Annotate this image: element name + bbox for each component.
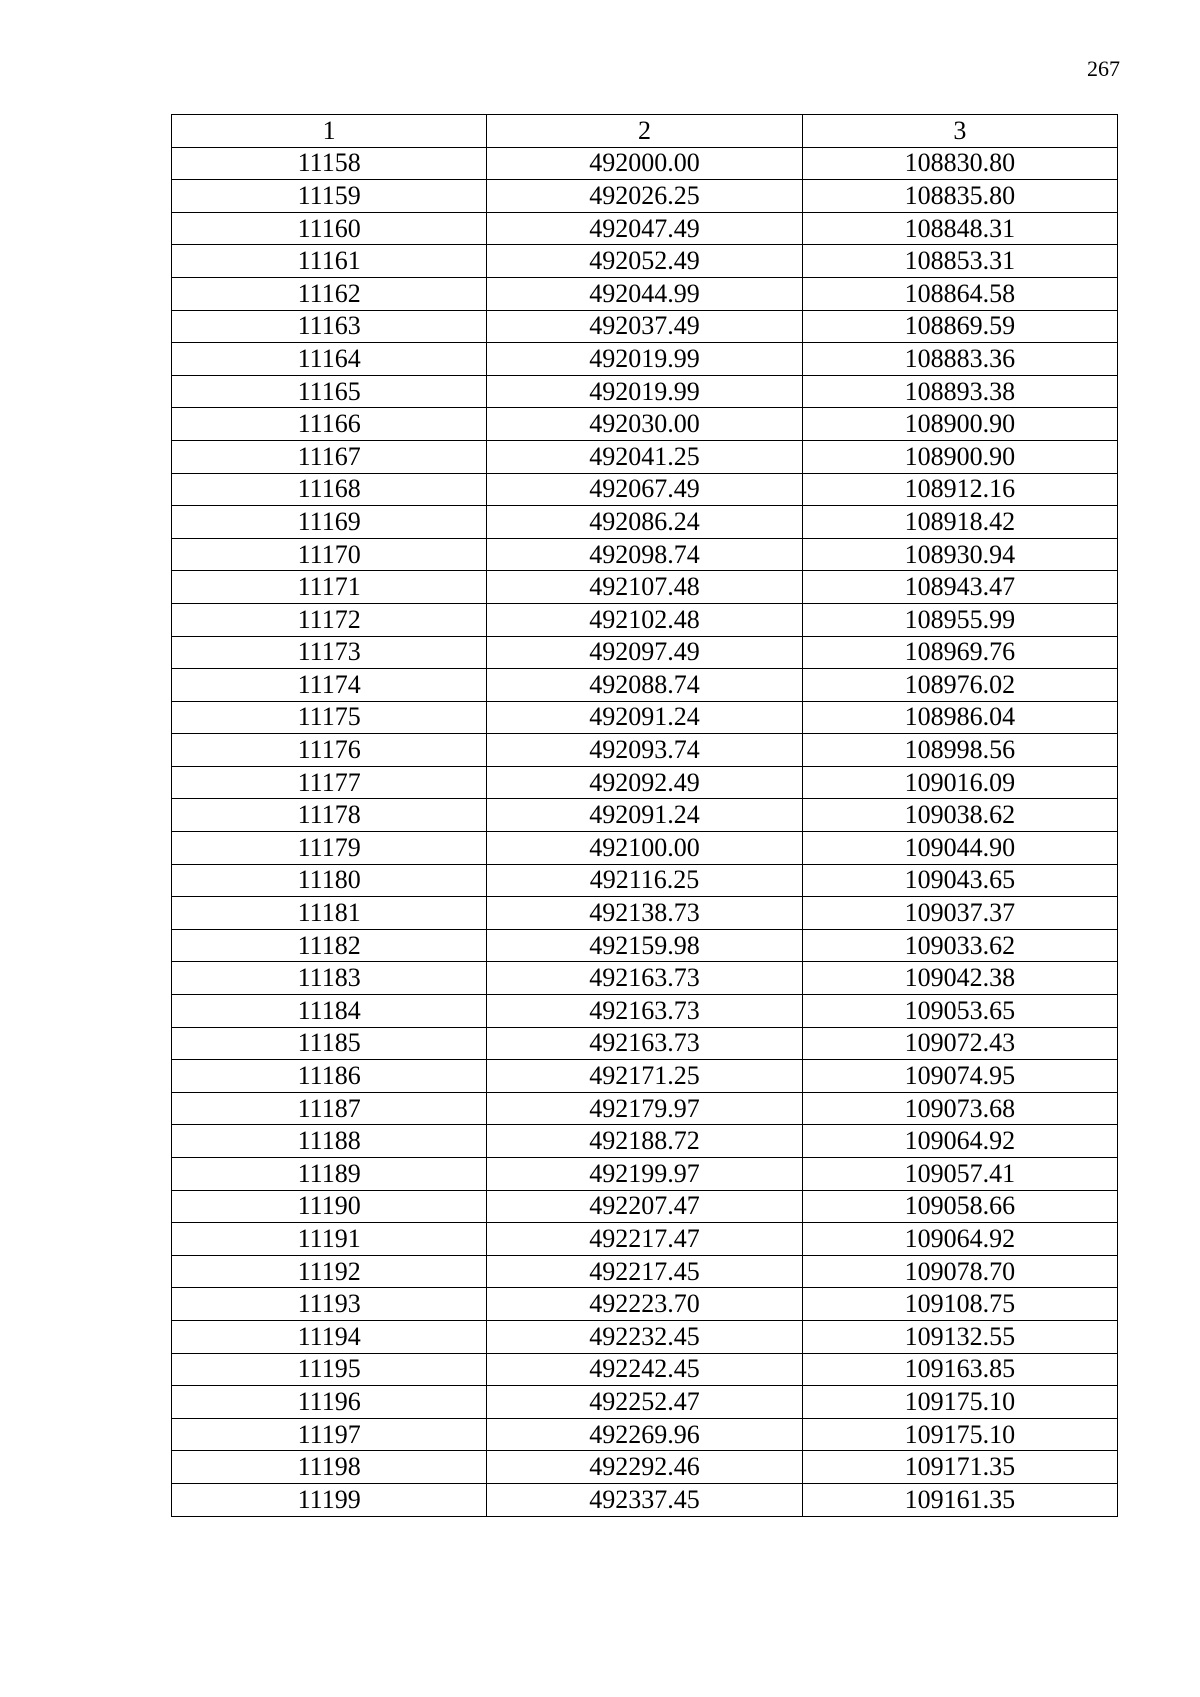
coordinate-y-cell: 109175.10: [802, 1386, 1117, 1419]
table-row: [172, 929, 1118, 962]
coordinate-y-cell: 109171.35: [802, 1451, 1117, 1484]
table-row: [172, 603, 1118, 636]
point-number-cell: 11182: [172, 929, 487, 962]
table-row: [172, 147, 1118, 180]
coordinate-x-cell: 492088.74: [487, 669, 802, 702]
coordinate-x-cell: 492030.00: [487, 408, 802, 441]
point-number-cell: 11183: [172, 962, 487, 995]
table-row: [172, 669, 1118, 702]
coordinate-x-cell: 492116.25: [487, 864, 802, 897]
coordinate-y-cell: 109064.92: [802, 1125, 1117, 1158]
coordinate-x-cell: 492337.45: [487, 1483, 802, 1516]
point-number-cell: 11198: [172, 1451, 487, 1484]
coordinate-x-cell: 492100.00: [487, 832, 802, 865]
coordinate-y-cell: 109053.65: [802, 995, 1117, 1028]
coordinate-x-cell: 492091.24: [487, 701, 802, 734]
coordinate-x-cell: 492163.73: [487, 995, 802, 1028]
coordinate-x-cell: 492019.99: [487, 375, 802, 408]
coordinate-x-cell: 492163.73: [487, 1027, 802, 1060]
table-row: [172, 1320, 1118, 1353]
table-row: [172, 571, 1118, 604]
coordinate-x-cell: 492159.98: [487, 929, 802, 962]
point-number-cell: 11180: [172, 864, 487, 897]
coordinate-x-cell: 492047.49: [487, 212, 802, 245]
point-number-cell: 11166: [172, 408, 487, 441]
table-row: [172, 1223, 1118, 1256]
table-row: [172, 1125, 1118, 1158]
coordinate-x-cell: 492269.96: [487, 1418, 802, 1451]
table-row: [172, 375, 1118, 408]
table-row: [172, 1060, 1118, 1093]
coordinate-y-cell: 109042.38: [802, 962, 1117, 995]
point-number-cell: 11193: [172, 1288, 487, 1321]
table-row: [172, 180, 1118, 213]
table-row: [172, 310, 1118, 343]
coordinate-y-cell: 109072.43: [802, 1027, 1117, 1060]
point-number-cell: 11164: [172, 343, 487, 376]
coordinate-x-cell: 492052.49: [487, 245, 802, 278]
table-row: [172, 1451, 1118, 1484]
coordinate-x-cell: 492098.74: [487, 538, 802, 571]
point-number-cell: 11159: [172, 180, 487, 213]
coordinate-x-cell: 492044.99: [487, 277, 802, 310]
point-number-cell: 11158: [172, 147, 487, 180]
coordinate-y-cell: 109108.75: [802, 1288, 1117, 1321]
coordinate-y-cell: 109161.35: [802, 1483, 1117, 1516]
coordinate-y-cell: 109078.70: [802, 1255, 1117, 1288]
coordinate-x-cell: 492092.49: [487, 766, 802, 799]
coordinate-x-cell: 492171.25: [487, 1060, 802, 1093]
coordinate-y-cell: 109064.92: [802, 1223, 1117, 1256]
table-row: [172, 766, 1118, 799]
table-row: [172, 832, 1118, 865]
point-number-cell: 11160: [172, 212, 487, 245]
coordinate-x-cell: 492138.73: [487, 897, 802, 930]
coordinate-y-cell: 108848.31: [802, 212, 1117, 245]
page-number: 267: [1087, 56, 1120, 81]
coordinate-x-cell: 492252.47: [487, 1386, 802, 1419]
table-row: [172, 1353, 1118, 1386]
point-number-cell: 11190: [172, 1190, 487, 1223]
coordinate-x-cell: 492217.47: [487, 1223, 802, 1256]
point-number-cell: 11187: [172, 1092, 487, 1125]
coordinate-y-cell: 108976.02: [802, 669, 1117, 702]
coordinate-x-cell: 492232.45: [487, 1320, 802, 1353]
coordinate-y-cell: 108869.59: [802, 310, 1117, 343]
coordinate-x-cell: 492188.72: [487, 1125, 802, 1158]
point-number-cell: 11196: [172, 1386, 487, 1419]
coordinate-x-cell: 492163.73: [487, 962, 802, 995]
coordinate-y-cell: 108918.42: [802, 506, 1117, 539]
point-number-cell: 11188: [172, 1125, 487, 1158]
coordinate-y-cell: 108955.99: [802, 603, 1117, 636]
coordinate-y-cell: 109033.62: [802, 929, 1117, 962]
point-number-cell: 11189: [172, 1158, 487, 1191]
table-row: [172, 1288, 1118, 1321]
point-number-cell: 11195: [172, 1353, 487, 1386]
coordinate-y-cell: 108986.04: [802, 701, 1117, 734]
header-cell-2: 2: [487, 115, 802, 148]
coordinate-x-cell: 492107.48: [487, 571, 802, 604]
coordinate-y-cell: 108900.90: [802, 440, 1117, 473]
coordinate-y-cell: 108930.94: [802, 538, 1117, 571]
coordinate-x-cell: 492207.47: [487, 1190, 802, 1223]
coordinate-x-cell: 492067.49: [487, 473, 802, 506]
table-row: [172, 1190, 1118, 1223]
header-cell-3: 3: [802, 115, 1117, 148]
coordinate-x-cell: 492086.24: [487, 506, 802, 539]
coordinate-y-cell: 108900.90: [802, 408, 1117, 441]
coordinate-y-cell: 109038.62: [802, 799, 1117, 832]
coordinate-y-cell: 108883.36: [802, 343, 1117, 376]
coordinate-x-cell: 492093.74: [487, 734, 802, 767]
point-number-cell: 11185: [172, 1027, 487, 1060]
table-row: [172, 408, 1118, 441]
table-row: [172, 636, 1118, 669]
coordinate-x-cell: 492179.97: [487, 1092, 802, 1125]
coordinate-x-cell: 492019.99: [487, 343, 802, 376]
table-row: [172, 1092, 1118, 1125]
table-row: [172, 1483, 1118, 1516]
coordinate-y-cell: 109043.65: [802, 864, 1117, 897]
point-number-cell: 11194: [172, 1320, 487, 1353]
coordinate-y-cell: 108853.31: [802, 245, 1117, 278]
point-number-cell: 11191: [172, 1223, 487, 1256]
point-number-cell: 11161: [172, 245, 487, 278]
table-row: [172, 440, 1118, 473]
table-row: [172, 343, 1118, 376]
coordinate-x-cell: 492026.25: [487, 180, 802, 213]
point-number-cell: 11175: [172, 701, 487, 734]
coordinate-y-cell: 108893.38: [802, 375, 1117, 408]
coordinate-y-cell: 109163.85: [802, 1353, 1117, 1386]
table-row: [172, 1255, 1118, 1288]
table-row: [172, 1386, 1118, 1419]
point-number-cell: 11179: [172, 832, 487, 865]
coordinate-x-cell: 492292.46: [487, 1451, 802, 1484]
point-number-cell: 11171: [172, 571, 487, 604]
table-row: [172, 962, 1118, 995]
table-row: [172, 734, 1118, 767]
header-cell-1: 1: [172, 115, 487, 148]
point-number-cell: 11197: [172, 1418, 487, 1451]
coordinate-y-cell: 109175.10: [802, 1418, 1117, 1451]
point-number-cell: 11168: [172, 473, 487, 506]
point-number-cell: 11165: [172, 375, 487, 408]
coordinate-y-cell: 109037.37: [802, 897, 1117, 930]
table-row: [172, 506, 1118, 539]
coordinate-y-cell: 108998.56: [802, 734, 1117, 767]
table-header-row: [172, 115, 1118, 148]
coordinate-x-cell: 492097.49: [487, 636, 802, 669]
coordinate-y-cell: 108830.80: [802, 147, 1117, 180]
point-number-cell: 11173: [172, 636, 487, 669]
coordinate-y-cell: 109058.66: [802, 1190, 1117, 1223]
coordinate-x-cell: 492199.97: [487, 1158, 802, 1191]
coordinate-y-cell: 108969.76: [802, 636, 1117, 669]
point-number-cell: 11192: [172, 1255, 487, 1288]
coordinate-y-cell: 109074.95: [802, 1060, 1117, 1093]
point-number-cell: 11174: [172, 669, 487, 702]
point-number-cell: 11177: [172, 766, 487, 799]
coordinate-y-cell: 108943.47: [802, 571, 1117, 604]
point-number-cell: 11199: [172, 1483, 487, 1516]
table-row: [172, 864, 1118, 897]
table-body: [172, 115, 1118, 1517]
coordinate-x-cell: 492091.24: [487, 799, 802, 832]
coordinate-y-cell: 109016.09: [802, 766, 1117, 799]
coordinate-y-cell: 108864.58: [802, 277, 1117, 310]
point-number-cell: 11163: [172, 310, 487, 343]
table-row: [172, 995, 1118, 1028]
coordinate-y-cell: 108835.80: [802, 180, 1117, 213]
coordinate-x-cell: 492041.25: [487, 440, 802, 473]
table-row: [172, 1158, 1118, 1191]
coordinate-y-cell: 108912.16: [802, 473, 1117, 506]
table-row: [172, 701, 1118, 734]
coordinate-y-cell: 109132.55: [802, 1320, 1117, 1353]
coordinate-y-cell: 109073.68: [802, 1092, 1117, 1125]
table-row: [172, 473, 1118, 506]
table-row: [172, 1418, 1118, 1451]
table-row: [172, 799, 1118, 832]
point-number-cell: 11170: [172, 538, 487, 571]
coordinate-x-cell: 492223.70: [487, 1288, 802, 1321]
point-number-cell: 11172: [172, 603, 487, 636]
coordinate-x-cell: 492000.00: [487, 147, 802, 180]
point-number-cell: 11178: [172, 799, 487, 832]
point-number-cell: 11169: [172, 506, 487, 539]
point-number-cell: 11176: [172, 734, 487, 767]
point-number-cell: 11181: [172, 897, 487, 930]
point-number-cell: 11186: [172, 1060, 487, 1093]
point-number-cell: 11162: [172, 277, 487, 310]
coordinate-x-cell: 492217.45: [487, 1255, 802, 1288]
table-row: [172, 245, 1118, 278]
coordinate-y-cell: 109044.90: [802, 832, 1117, 865]
table-row: [172, 538, 1118, 571]
table-row: [172, 897, 1118, 930]
coordinate-y-cell: 109057.41: [802, 1158, 1117, 1191]
coordinate-x-cell: 492102.48: [487, 603, 802, 636]
coordinates-table: [171, 114, 1118, 1517]
point-number-cell: 11167: [172, 440, 487, 473]
table-row: [172, 277, 1118, 310]
coordinate-x-cell: 492037.49: [487, 310, 802, 343]
table-row: [172, 212, 1118, 245]
point-number-cell: 11184: [172, 995, 487, 1028]
table-row: [172, 1027, 1118, 1060]
coordinate-x-cell: 492242.45: [487, 1353, 802, 1386]
